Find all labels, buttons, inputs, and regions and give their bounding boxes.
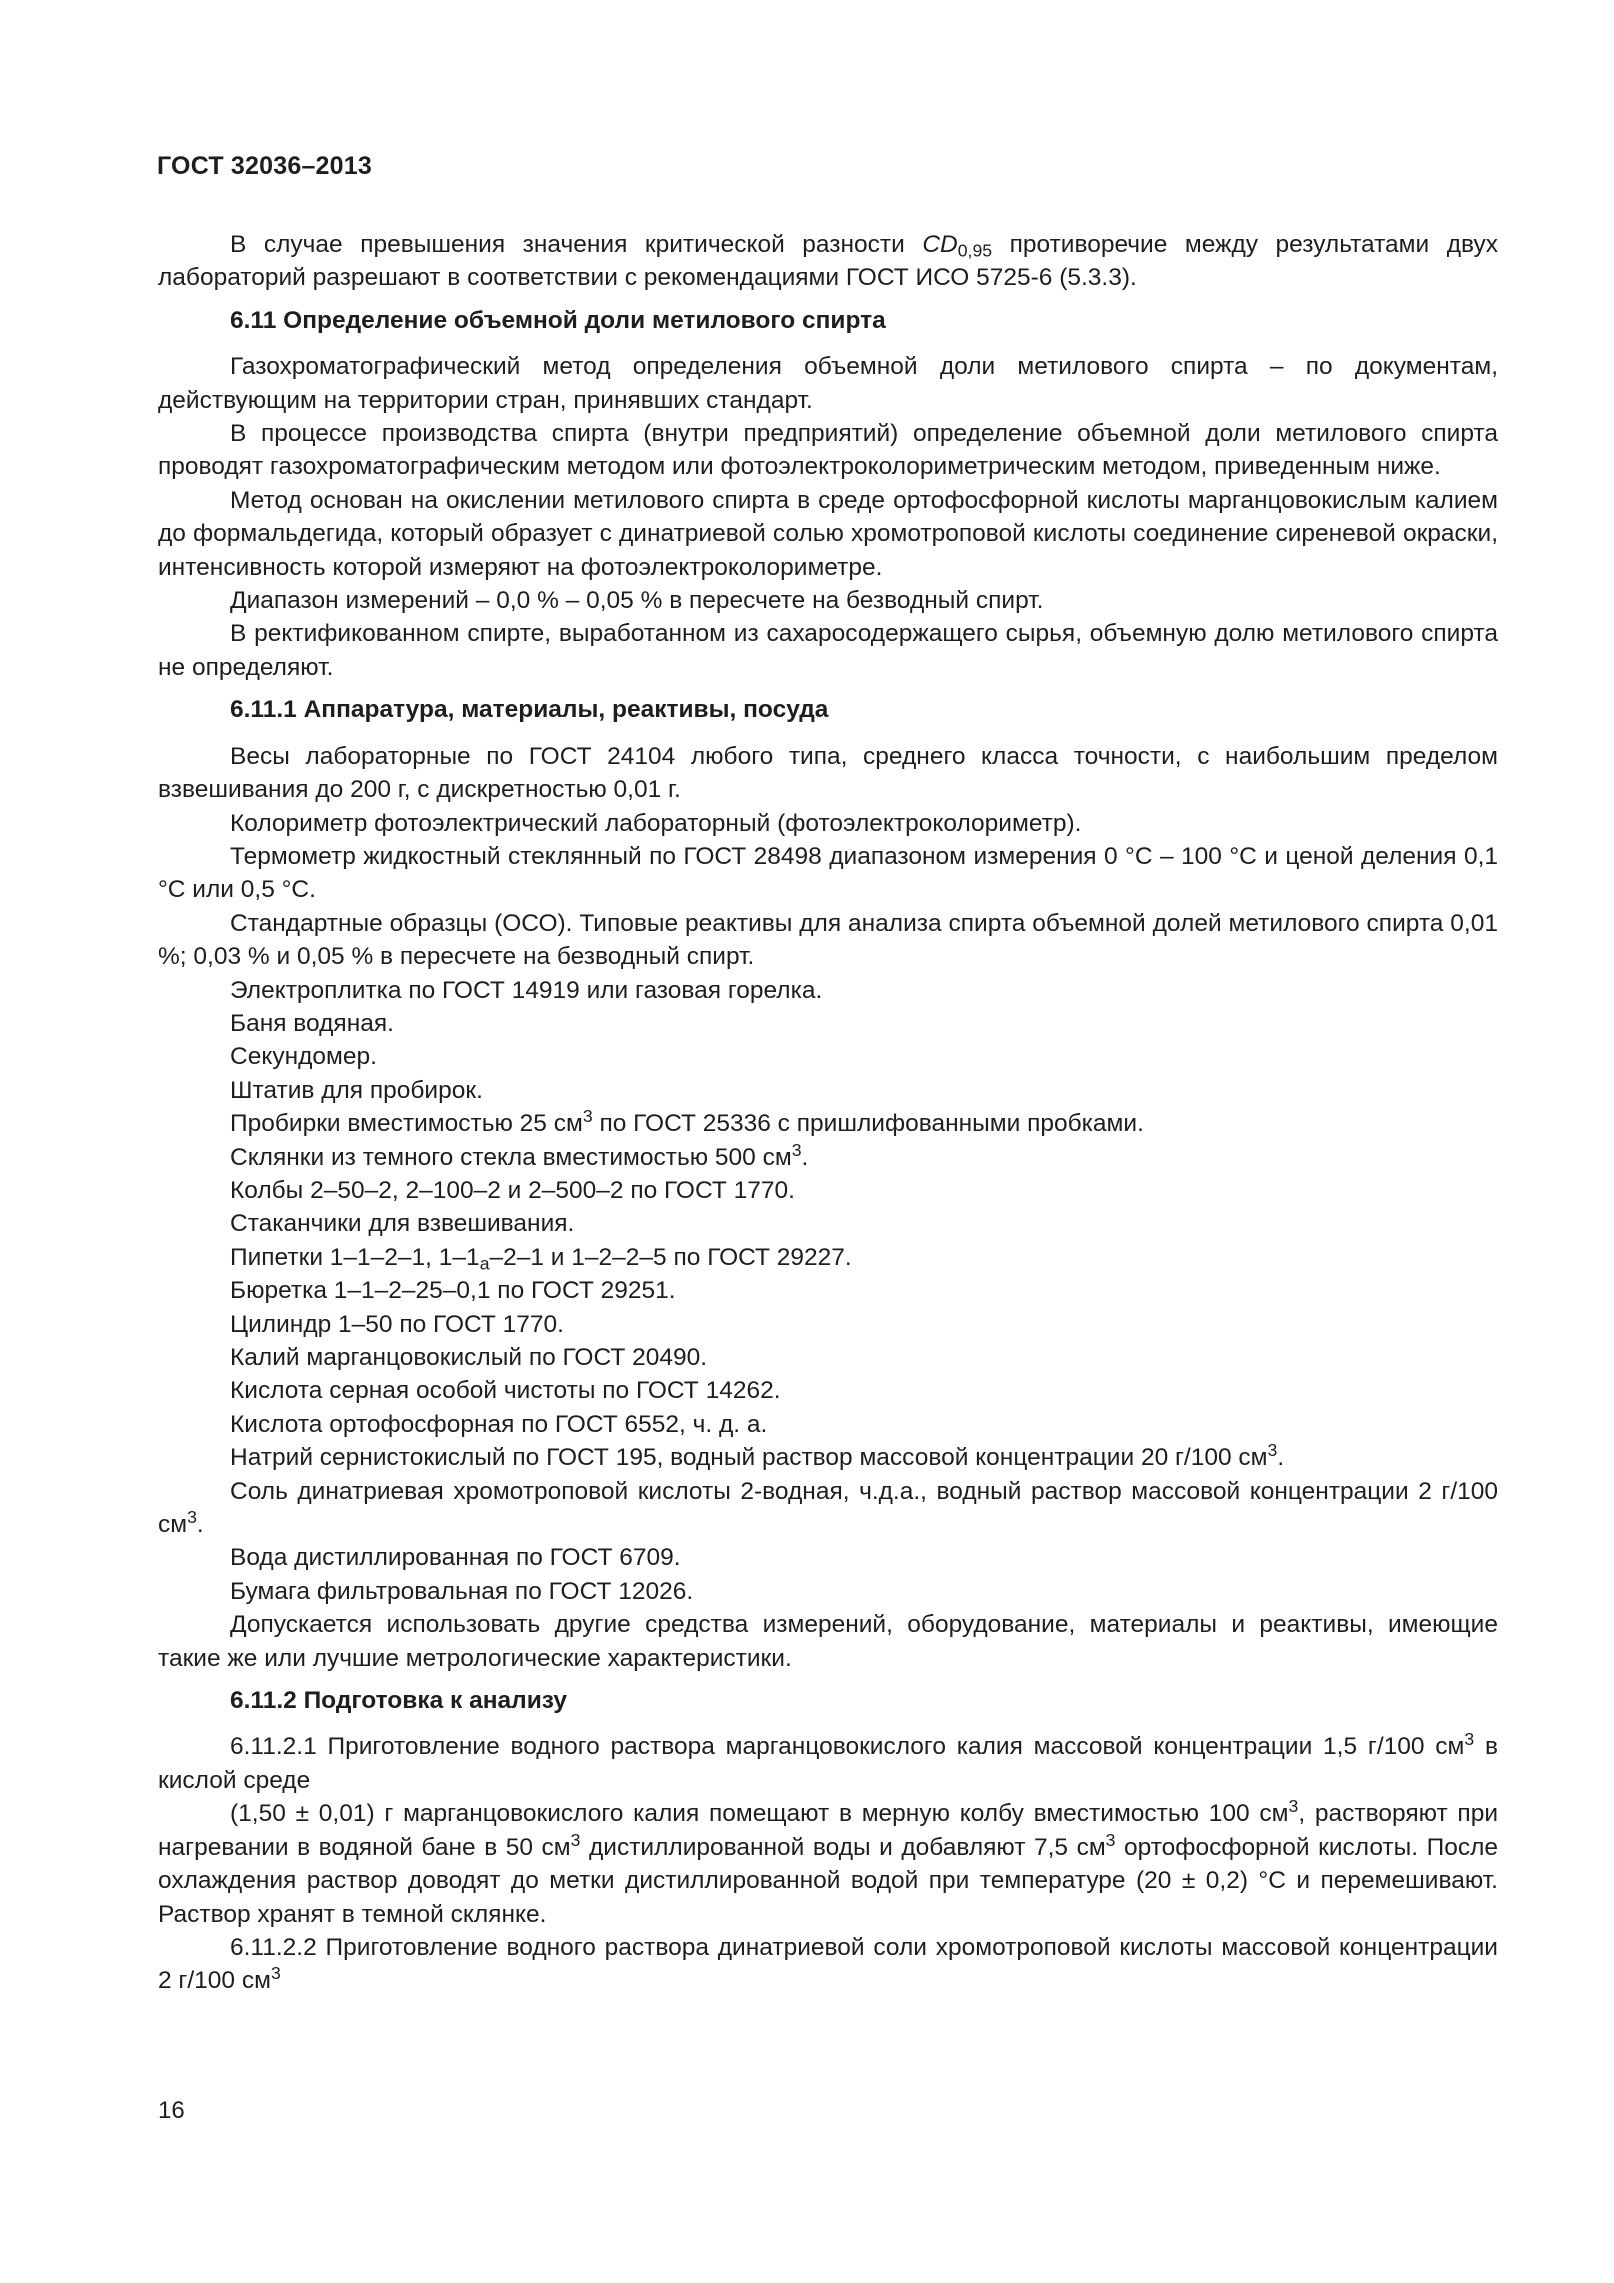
list-item: Цилиндр 1–50 по ГОСТ 1770. bbox=[230, 1310, 564, 1338]
list-item: Секундомер. bbox=[230, 1043, 377, 1071]
list-item: Кислота серная особой чистоты по ГОСТ 14262. bbox=[230, 1377, 781, 1405]
paragraph: Метод основан на окислении метилового спирта в среде ортофосфорной кислоты марганцовокислым калием до формальдегида, который образует с динатриевой солью хромотроповой кислоты соединение сиреневой окраски, интенсивность которой измеряют на фотоэлектроколориметре. bbox=[158, 486, 1498, 581]
list-item: Колбы 2–50–2, 2–100–2 и 2–500–2 по ГОСТ 1770. bbox=[230, 1176, 795, 1204]
list-item: Колориметр фотоэлектрический лабораторный (фотоэлектроколориметр). bbox=[230, 809, 1082, 837]
list-item: Кислота ортофосфорная по ГОСТ 6552, ч. д. а. bbox=[230, 1410, 768, 1438]
list-item: Бюретка 1–1–2–25–0,1 по ГОСТ 29251. bbox=[230, 1277, 676, 1305]
list-item: Пипетки 1–1–2–1, $1-1_а-2-1$ и 1–2–2–5 по ГОСТ 29227. bbox=[230, 1243, 852, 1274]
section-heading-6-11-1: 6.11.1 Аппаратура, материалы, реактивы, посуда bbox=[230, 696, 829, 724]
list-item: Штатив для пробирок. bbox=[230, 1076, 483, 1104]
section-heading-6-11: 6.11 Определение объемной доли метилового спирта bbox=[230, 306, 886, 334]
list-item: Термометр жидкостный стеклянный по ГОСТ 28498 диапазоном измерения 0 °С – 100 °С и ценой деления 0,1 °С или 0,5 °С. bbox=[158, 842, 1498, 904]
paragraph: В процессе производства спирта (внутри предприятий) определение объемной доли метилового спирта проводят газохроматографическим методом или фотоэлектроколориметрическим методом, приведенным ниже. bbox=[158, 420, 1498, 481]
list-item: Электроплитка по ГОСТ 14919 или газовая горелка. bbox=[230, 976, 823, 1004]
list-item: Натрий сернистокислый по ГОСТ 195, водный раствор массовой концентрации 20 г/100 $см^3$. bbox=[230, 1440, 1285, 1472]
list-item: Допускается использовать другие средства измерений, оборудование, материалы и реактивы, имеющие такие же или лучшие метрологические характеристики. bbox=[158, 1611, 1498, 1672]
paragraph: 6.11.2.1 Приготовление водного раствора марганцовокислого калия массовой концентрации 1,5 г/100 $см^3$ в кислой среде bbox=[158, 1729, 1498, 1794]
list-item: Баня водяная. bbox=[230, 1009, 394, 1037]
critical-difference-symbol: CD bbox=[922, 231, 958, 258]
list-item: Склянки из темного стекла вместимостью 500 $см^3$. bbox=[230, 1139, 809, 1171]
paragraph: В ректификованном спирте, выработанном из сахаросодержащего сырья, объемную долю метилового спирта не определяют. bbox=[158, 620, 1498, 681]
list-item: Вода дистиллированная по ГОСТ 6709. bbox=[230, 1544, 681, 1572]
list-item: Стаканчики для взвешивания. bbox=[230, 1210, 575, 1238]
page-number: 16 bbox=[158, 2097, 185, 2124]
list-item: Пробирки вместимостью 25 $см^3$ по ГОСТ 25336 с пришлифованными пробками. bbox=[230, 1106, 1144, 1138]
list-item: Соль динатриевая хромотроповой кислоты 2-водная, ч.д.а., водный раствор массовой концентрации 2 г/100 $см^3$. bbox=[158, 1477, 1498, 1539]
section-heading-6-11-2: 6.11.2 Подготовка к анализу bbox=[230, 1687, 567, 1715]
list-item: Стандартные образцы (ОСО). Типовые реактивы для анализа спирта объемной долей метилового спирта 0,01 %; 0,03 % и 0,05 % в пересчете на безводный спирт. bbox=[158, 909, 1498, 971]
paragraph: Газохроматографический метод определения объемной доли метилового спирта – по документам, действующим на территории стран, принявших стандарт. bbox=[158, 353, 1498, 414]
list-item: Весы лабораторные по ГОСТ 24104 любого типа, среднего класса точности, с наибольшим пределом взвешивания до 200 г, с дискретностью 0,01 г. bbox=[158, 742, 1498, 804]
page-header-title: ГОСТ 32036–2013 bbox=[157, 152, 372, 180]
list-item: Калий марганцовокислый по ГОСТ 20490. bbox=[230, 1344, 708, 1371]
paragraph: 6.11.2.2 Приготовление водного раствора динатриевой соли хромотроповой кислоты массовой концентрации 2 г/100 $см^3$ bbox=[158, 1933, 1498, 1995]
intro-paragraph: В случае превышения значения критической разности $CD_{0,95}$ противоречие между результатами двух лабораторий разрешают в соответствии с рекомендациями ГОСТ ИСО 5725-6 (5.3.3). bbox=[158, 231, 1499, 292]
paragraph: (1,50 ± 0,01) г марганцовокислого калия помещают в мерную колбу вместимостью 100 $см^3$, растворяют при нагревании в водяной бане в 50 $см^3$ дистиллированной воды и добавляют 7,5 $см^3$ ортофосфорной кислоты. После охлаждения раствор доводят до метки дистиллированной водой при температуре (20 ± 0,2) °С и перемешивают. Раствор хранят в темной склянке. bbox=[158, 1796, 1498, 1928]
paragraph: Диапазон измерений – 0,0 % – 0,05 % в пересчете на безводный спирт. bbox=[230, 587, 1044, 615]
list-item: Бумага фильтровальная по ГОСТ 12026. bbox=[230, 1577, 694, 1605]
document-body bbox=[158, 228, 1498, 1998]
